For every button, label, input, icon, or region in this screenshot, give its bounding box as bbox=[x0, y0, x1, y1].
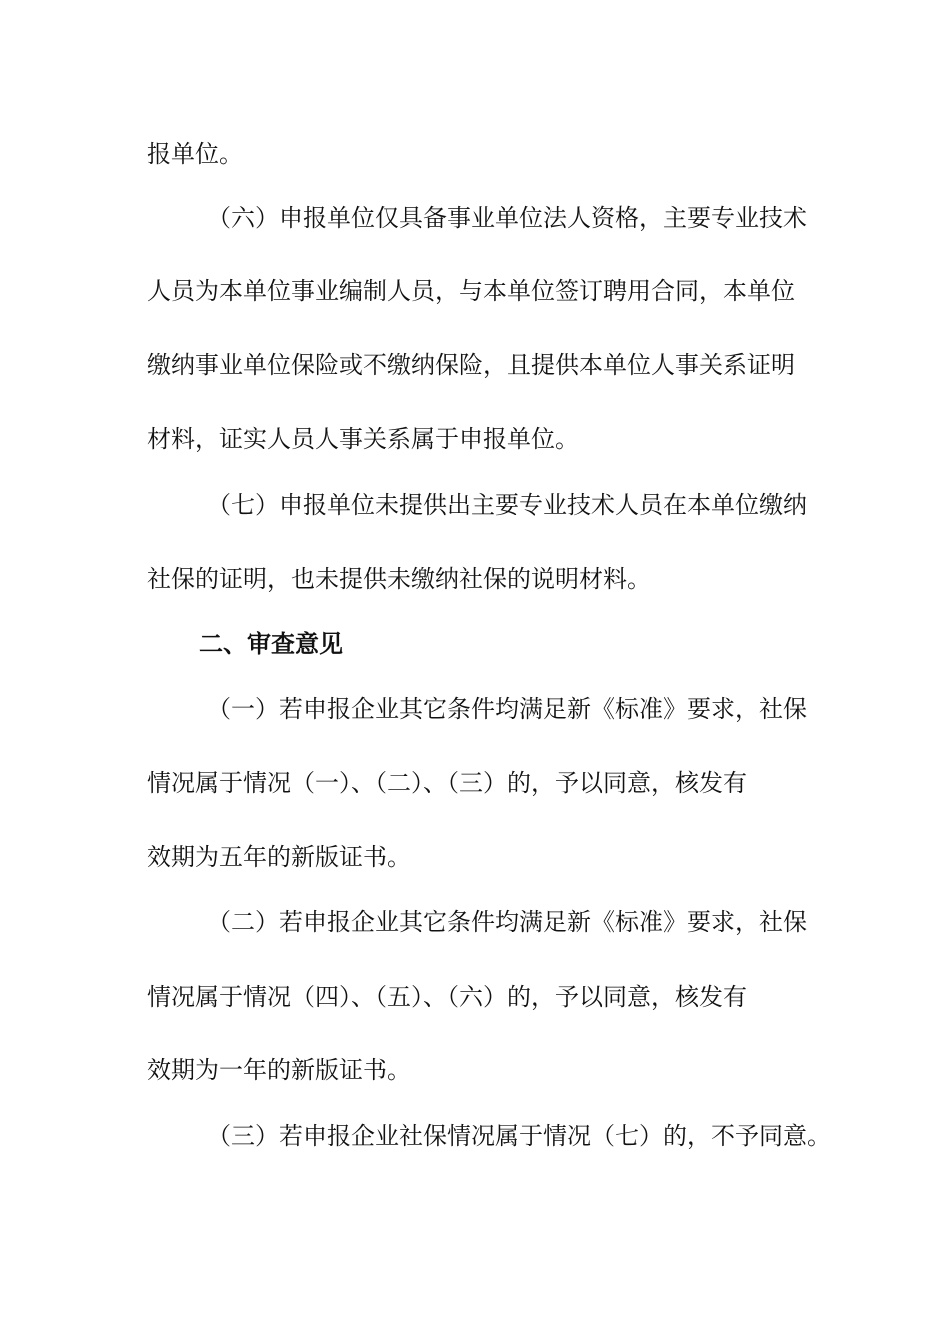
text-line: 材料，证实人员人事关系属于申报单位。 bbox=[147, 425, 579, 453]
text-line: 效期为五年的新版证书。 bbox=[147, 843, 411, 871]
text-line: 情况属于情况（一）、（二）、（三）的，予以同意，核发有 bbox=[147, 769, 747, 797]
section-heading: 二、审查意见 bbox=[199, 630, 343, 658]
text-line: （三）若申报企业社保情况属于情况（七）的，不予同意。 bbox=[207, 1122, 831, 1150]
text-line: 人员为本单位事业编制人员，与本单位签订聘用合同，本单位 bbox=[147, 277, 795, 305]
text-line: 情况属于情况（四）、（五）、（六）的，予以同意，核发有 bbox=[147, 983, 747, 1011]
text-line: 社保的证明，也未提供未缴纳社保的说明材料。 bbox=[147, 565, 651, 593]
text-line: 缴纳事业单位保险或不缴纳保险，且提供本单位人事关系证明 bbox=[147, 351, 795, 379]
text-line: （二）若申报企业其它条件均满足新《标准》要求，社保 bbox=[207, 908, 807, 936]
text-line: （一）若申报企业其它条件均满足新《标准》要求，社保 bbox=[207, 695, 807, 723]
text-line: 效期为一年的新版证书。 bbox=[147, 1056, 411, 1084]
text-line: 报单位。 bbox=[147, 140, 243, 168]
text-line: （七）申报单位未提供出主要专业技术人员在本单位缴纳 bbox=[207, 491, 807, 519]
text-line: （六）申报单位仅具备事业单位法人资格，主要专业技术 bbox=[207, 204, 807, 232]
